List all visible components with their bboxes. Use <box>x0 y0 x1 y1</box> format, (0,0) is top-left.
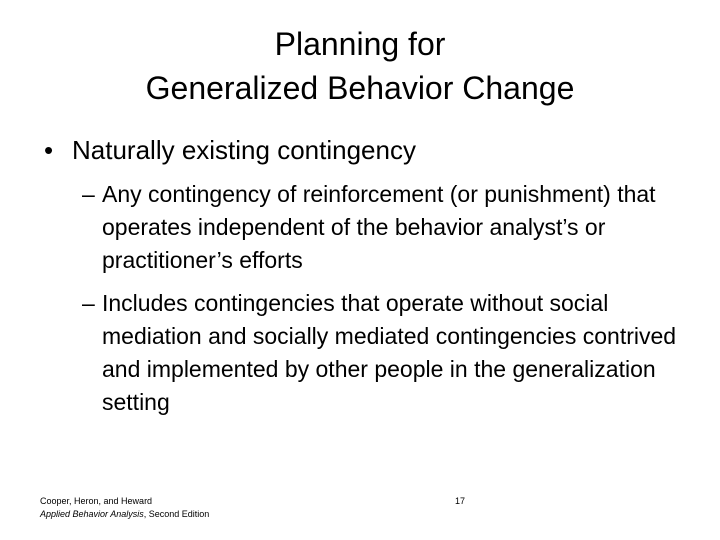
subbullet-marker: – <box>82 181 95 207</box>
title-line-1: Planning for <box>274 26 446 62</box>
subbullet-item <box>82 178 692 277</box>
subbullet-text: Includes contingencies that operate without social mediation and socially mediated contingencies contrived and implemented by other people in the generalization setting <box>102 290 677 415</box>
subbullet-item <box>82 287 692 419</box>
subbullet-text: Any contingency of reinforcement (or punishment) that operates independent of the behavior analyst’s or practitioner’s efforts <box>102 181 656 273</box>
footer-book-title: Applied Behavior Analysis <box>40 509 144 519</box>
slide-title <box>40 22 680 110</box>
bullet-text: Naturally existing contingency <box>72 135 416 165</box>
footer-authors: Cooper, Heron, and Heward <box>40 496 153 506</box>
footer-citation <box>40 495 209 521</box>
footer-edition: , Second Edition <box>143 509 210 519</box>
footer-book <box>40 508 209 521</box>
page-number: 17 <box>454 496 465 506</box>
subbullet-marker: – <box>82 290 95 316</box>
title-line-2: Generalized Behavior Change <box>145 70 575 106</box>
bullet-marker: • <box>44 135 54 165</box>
bullet-item <box>44 133 684 167</box>
